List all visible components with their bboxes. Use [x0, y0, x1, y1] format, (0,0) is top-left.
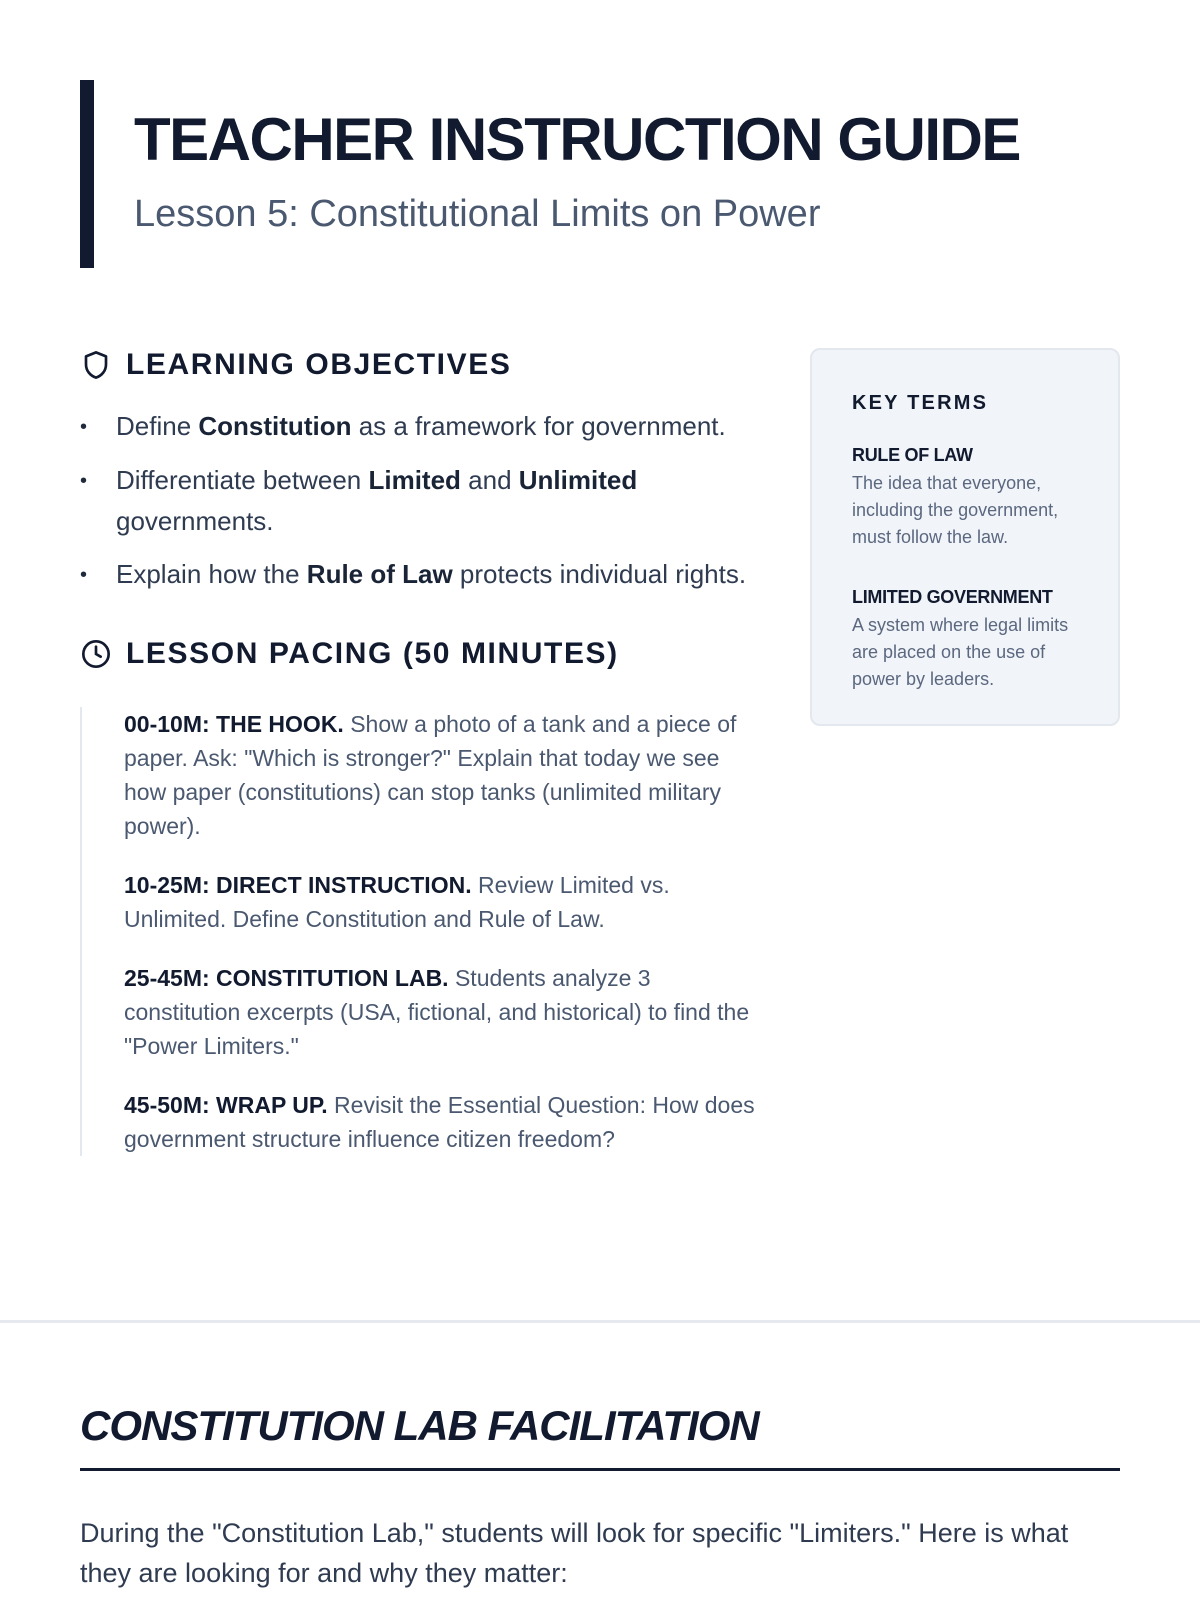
bullet-icon: • — [80, 564, 88, 586]
lesson-subtitle: Lesson 5: Constitutional Limits on Power — [134, 193, 821, 235]
pacing-item — [124, 868, 760, 936]
objective-term: Constitution — [198, 411, 352, 441]
objective-text: protects individual rights. — [452, 559, 747, 589]
term-name: LIMITED GOVERNMENT — [852, 587, 1053, 607]
objective-text: Define — [116, 411, 199, 441]
objective-text: governments. — [116, 506, 274, 536]
objective-term: Unlimited — [518, 465, 638, 495]
bullet-icon: • — [80, 470, 88, 492]
term-name: RULE OF LAW — [852, 445, 973, 465]
objective-term: Rule of Law — [306, 559, 453, 589]
main-column — [80, 348, 760, 1156]
objective-text: as a framework for government. — [351, 411, 726, 441]
section-divider — [0, 1320, 1200, 1323]
key-terms-card — [810, 348, 1120, 726]
objective-text: Differentiate between — [116, 465, 369, 495]
pacing-heading — [80, 637, 760, 671]
pacing-item — [124, 961, 760, 1063]
lab-intro: During the "Constitution Lab," students will look for specific "Limiters." Here is what they are looking for and why they matter: — [80, 1518, 1069, 1588]
list-item — [80, 460, 760, 541]
term-definition: A system where legal limits are placed on the use of power by leaders. — [852, 615, 1069, 689]
pacing-label: 10-25M: DIRECT INSTRUCTION. — [124, 872, 472, 898]
objectives-heading — [80, 348, 760, 382]
pacing-text: Revisit the Essential Question: How does government structure influence citizen freedom? — [124, 1092, 755, 1152]
pacing-item — [124, 1088, 760, 1156]
pacing-label: 00-10M: THE HOOK. — [124, 711, 344, 737]
term-limited-government — [852, 587, 1078, 693]
lab-title: CONSTITUTION LAB FACILITATION — [80, 1402, 1120, 1471]
key-terms-title: KEY TERMS — [852, 392, 989, 414]
objective-term: Limited — [368, 465, 461, 495]
document-header — [80, 80, 1020, 268]
term-rule-of-law — [852, 445, 1078, 551]
term-definition: The idea that everyone, including the government, must follow the law. — [852, 473, 1059, 547]
pacing-text: Review Limited vs. Unlimited. Define Constitution and Rule of Law. — [124, 872, 670, 932]
document-title: TEACHER INSTRUCTION GUIDE — [134, 106, 1020, 173]
list-item — [80, 406, 760, 447]
pacing-heading-text: LESSON PACING (50 MINUTES) — [126, 637, 619, 670]
objective-text: and — [460, 465, 519, 495]
bullet-icon: • — [80, 416, 88, 438]
pacing-label: 45-50M: WRAP UP. — [124, 1092, 328, 1118]
pacing-timeline — [80, 707, 760, 1156]
lab-section — [80, 1402, 1120, 1593]
objective-text: Explain how the — [116, 559, 307, 589]
pacing-text: Show a photo of a tank and a piece of paper. Ask: "Which is stronger?" Explain that today we see how paper (constitutions) can stop tanks (unlimited military power). — [124, 711, 737, 839]
objectives-list — [80, 406, 760, 595]
clock-icon — [80, 638, 112, 670]
pacing-text: Students analyze 3 constitution excerpts (USA, fictional, and historical) to find the "Power Limiters." — [124, 965, 750, 1059]
objectives-heading-text: LEARNING OBJECTIVES — [126, 348, 512, 381]
pacing-item — [124, 707, 760, 843]
pacing-label: 25-45M: CONSTITUTION LAB. — [124, 965, 449, 991]
shield-icon — [80, 349, 112, 381]
list-item — [80, 554, 760, 595]
